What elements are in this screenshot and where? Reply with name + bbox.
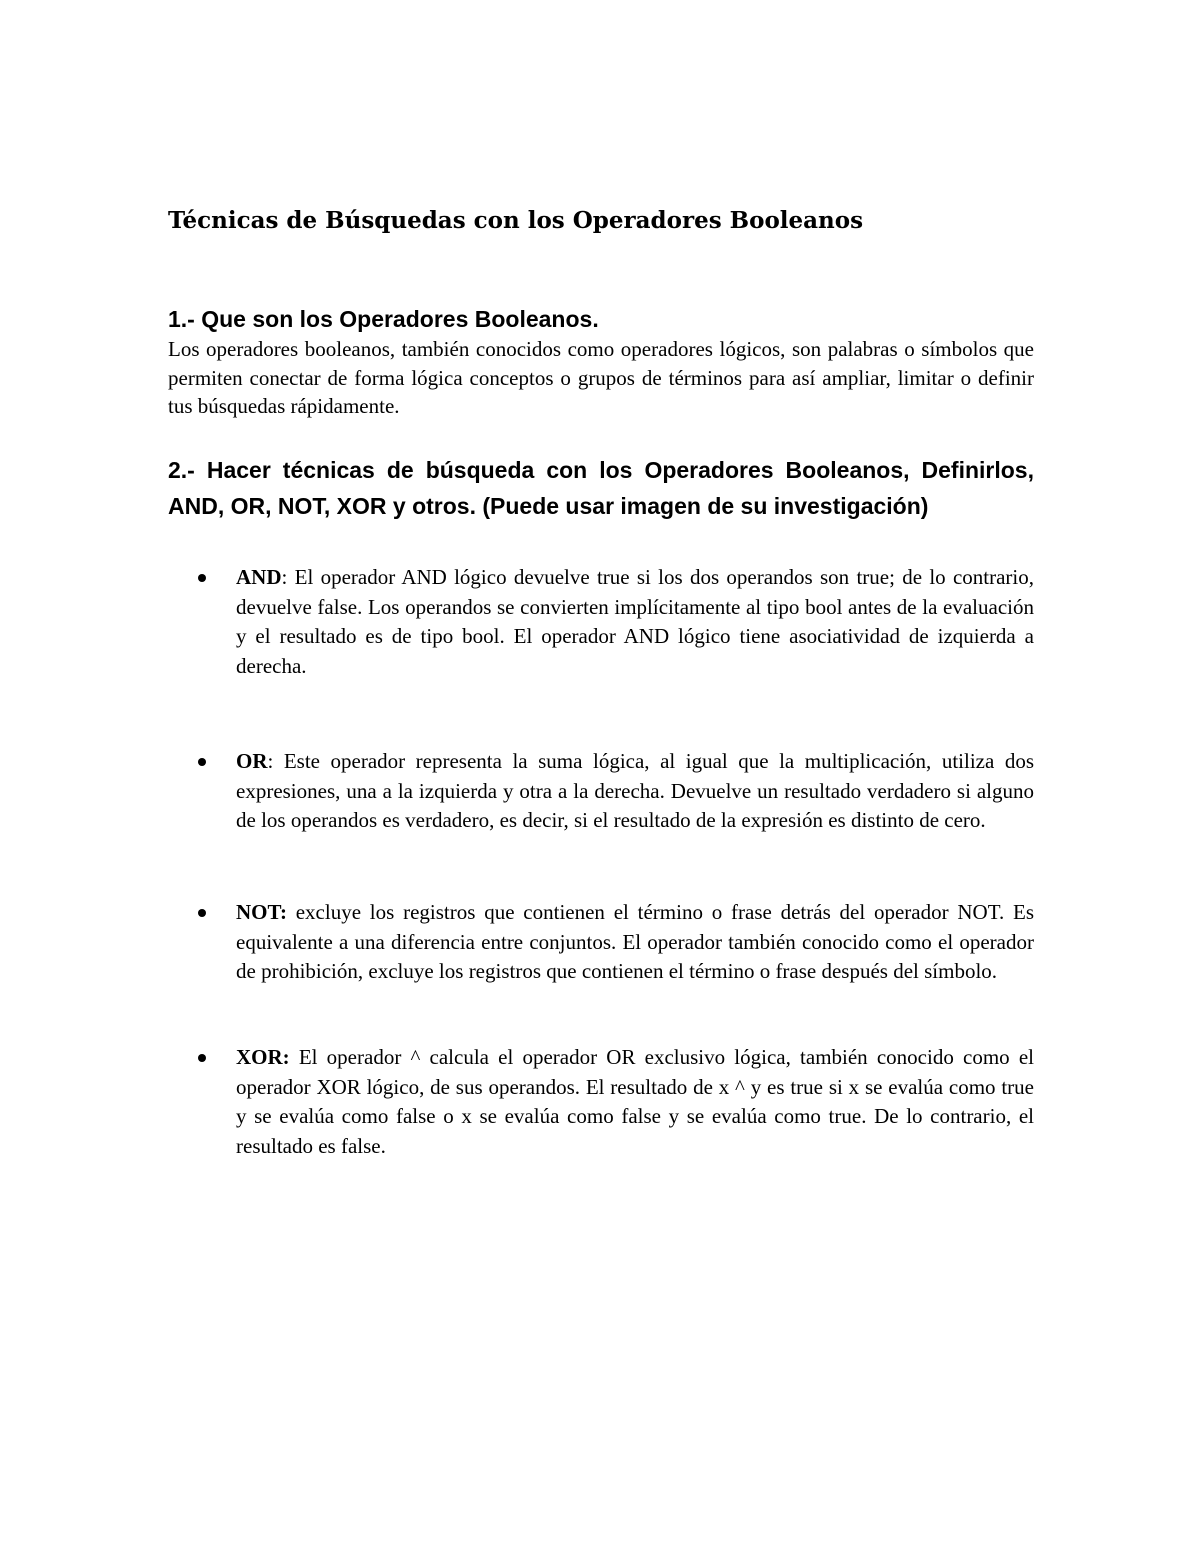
bullet-text: El operador ^ calcula el operador OR exclusivo lógica, también conocido como el operador XOR lógico, de sus operandos. El resultado de x ^ y es true si x se evalúa como true y se evalúa como false o x se evalúa como false y se evalúa como true. De lo contrario, el resultado es false. bbox=[236, 1045, 1034, 1159]
document-title: Técnicas de Búsquedas con los Operadores Booleanos bbox=[168, 207, 864, 234]
bullet-dot bbox=[198, 758, 206, 766]
bullet-or bbox=[236, 747, 1034, 836]
section-1-heading: 1.- Que son los Operadores Booleanos. bbox=[168, 306, 599, 332]
bullet-term: XOR: bbox=[236, 1045, 290, 1069]
bullet-text: : Este operador representa la suma lógica, al igual que la multiplicación, utiliza dos expresiones, una a la izquierda y otra a la derecha. Devuelve un resultado verdadero si alguno de los operandos es verdadero, es decir, si el resultado de la expresión es distinto de cero. bbox=[236, 749, 1034, 833]
bullet-term: OR bbox=[236, 749, 268, 773]
bullet-xor bbox=[236, 1043, 1034, 1162]
bullet-term: AND bbox=[236, 565, 282, 589]
bullet-text: : El operador AND lógico devuelve true si los dos operandos son true; de lo contrario, devuelve false. Los operandos se convierten implícitamente al tipo bool antes de la evaluación y el resultado es de tipo bool. El operador AND lógico tiene asociatividad de izquierda a derecha. bbox=[236, 565, 1034, 679]
bullet-and bbox=[236, 563, 1034, 682]
section-2-heading: 2.- Hacer técnicas de búsqueda con los Operadores Booleanos, Definirlos, AND, OR, NOT, XOR y otros. (Puede usar imagen de su investigación) bbox=[168, 457, 1034, 519]
bullet-text: excluye los registros que contienen el término o frase detrás del operador NOT. Es equivalente a una diferencia entre conjuntos. El operador también conocido como el operador de prohibición, excluye los registros que contienen el término o frase después del símbolo. bbox=[236, 900, 1034, 984]
bullet-not bbox=[236, 898, 1034, 987]
section-1-body: Los operadores booleanos, también conocidos como operadores lógicos, son palabras o símbolos que permiten conectar de forma lógica conceptos o grupos de términos para así ampliar, limitar o definir tus búsquedas rápidamente. bbox=[168, 337, 1034, 418]
bullet-dot bbox=[198, 1054, 206, 1062]
bullet-term: NOT: bbox=[236, 900, 287, 924]
bullet-dot bbox=[198, 909, 206, 917]
bullet-dot bbox=[198, 574, 206, 582]
